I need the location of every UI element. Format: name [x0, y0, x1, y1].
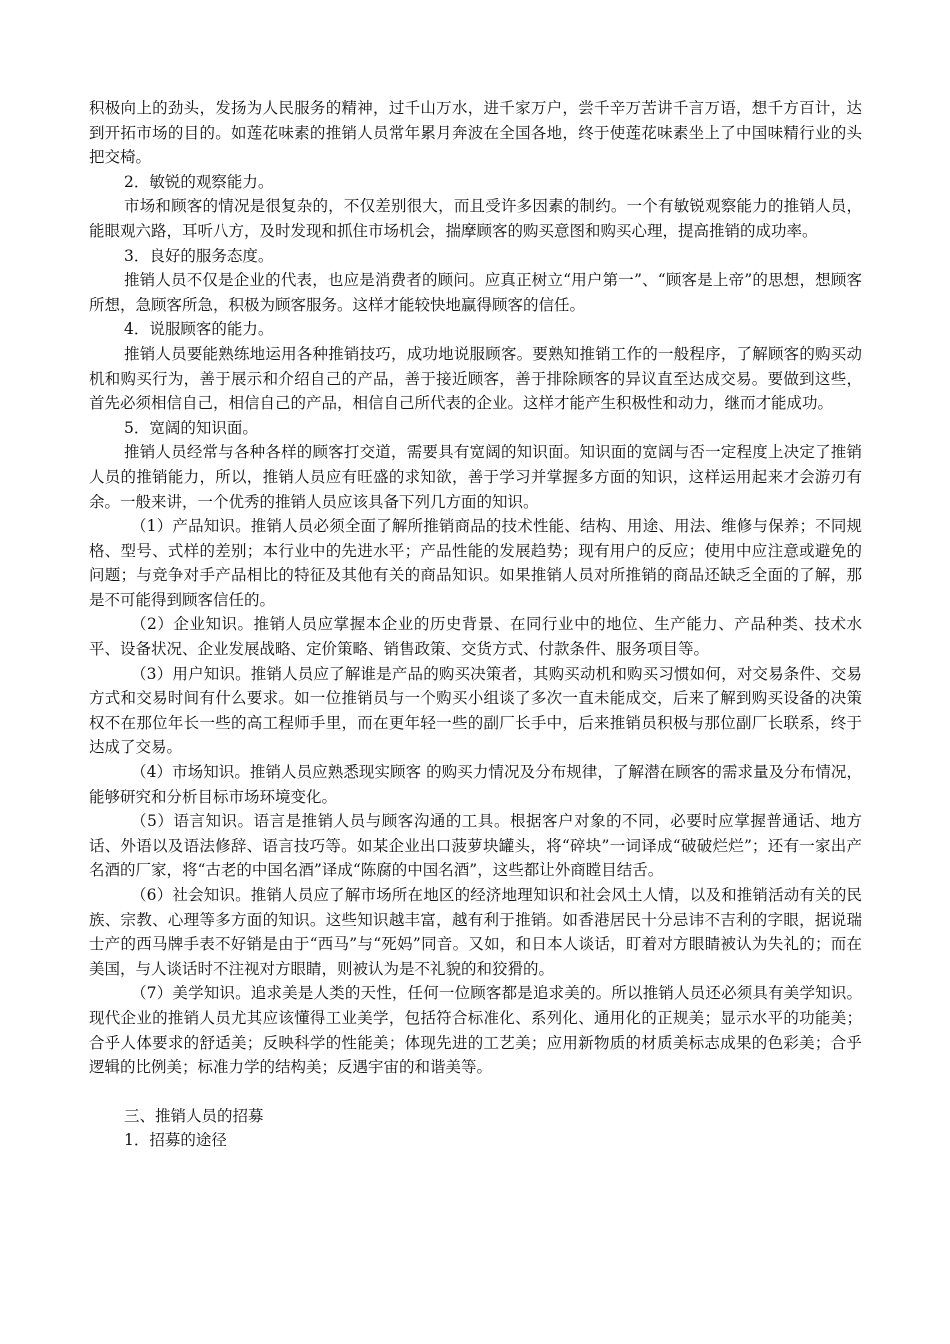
- knowledge-item-language: （5）语言知识。语言是推销人员与顾客沟通的工具。根据客户对象的不同，必要时应掌握普通话、地方话、外语以及语法修辞、语言技巧等。如某企业出口菠萝块罐头，将“碎块”一词译成“破破烂烂”；还有一家出产名酒的厂家，将“古老的中国名酒”译成“陈腐的中国名酒”，这些都让外商瞠目结舌。: [89, 812, 862, 880]
- knowledge-item-market: （4）市场知识。推销人员应熟悉现实顾客 的购买力情况及分布规律，了解潜在顾客的需求量及分布情况，能够研究和分析目标市场环境变化。: [89, 763, 862, 806]
- paragraph-knowledge: 推销人员经常与各种各样的顾客打交道，需要具有宽阔的知识面。知识面的宽阔与否一定程度上决定了推销人员的推销能力，所以，推销人员应有旺盛的求知欲，善于学习并掌握多方面的知识，这样运用起来才会游刃有余。一般来讲，一个优秀的推销人员应该具备下列几方面的知识。: [89, 443, 862, 511]
- section-title-recruitment: 三、推销人员的招募: [124, 1106, 264, 1125]
- heading-persuasion: 4．说服顾客的能力。: [124, 320, 274, 339]
- paragraph-persuasion: 推销人员要能熟练地运用各种推销技巧，成功地说服顾客。要熟知推销工作的一般程序，了解顾客的购买动机和购买行为，善于展示和介绍自己的产品，善于接近顾客，善于排除顾客的异议直至达成交易。要做到这些，首先必须相信自己，相信自己的产品，相信自己所代表的企业。这样才能产生积极性和动力，继而才能成功。: [89, 344, 862, 413]
- knowledge-item-customer: （3）用户知识。推销人员应了解谁是产品的购买决策者，其购买动机和购买习惯如何，对交易条件、交易方式和交易时间有什么要求。如一位推销员与一个购买小组谈了多次一直未能成交，后来了解到购买设备的决策权不在那位年长一些的高工程师手里，而在更年轻一些的副厂长手中，后来推销员积极与那位副厂长联系，终于达成了交易。: [89, 664, 862, 757]
- heading-service-attitude: 3．良好的服务态度。: [124, 246, 274, 265]
- document-body: [89, 96, 862, 1153]
- subheading-recruitment-channels: 1．招募的途径: [124, 1131, 227, 1150]
- knowledge-item-social: （6）社会知识。推销人员应了解市场所在地区的经济地理知识和社会风土人情，以及和推销活动有关的民族、宗教、心理等多方面的知识。这些知识越丰富，越有利于推销。如香港居民十分忌讳不吉利的字眼，据说瑞士产的西马牌手表不好销是由于“西马”与“死妈”同音。又如，和日本人谈话，盯着对方眼睛被认为失礼的；而在美国，与人谈话时不注视对方眼睛，则被认为是不礼貌的和狡猾的。: [89, 886, 862, 978]
- heading-knowledge: 5．宽阔的知识面。: [124, 418, 258, 437]
- paragraph-observation: 市场和顾客的情况是很复杂的，不仅差别很大，而且受许多因素的制约。一个有敏锐观察能力的推销人员，能眼观六路，耳听八方，及时发现和抓住市场机会，揣摩顾客的购买意图和购买心理，提高推销的成功率。: [89, 197, 862, 240]
- paragraph-intro: 积极向上的劲头，发扬为人民服务的精神，过千山万水，进千家万户，尝千辛万苦讲千言万语，想千方百计，达到开拓市场的目的。如莲花味素的推销人员常年累月奔波在全国各地，终于使莲花味素坐上了中国味精行业的头把交椅。: [89, 99, 862, 167]
- paragraph-service-attitude: 推销人员不仅是企业的代表，也应是消费者的顾问。应真正树立“用户第一”、“顾客是上帝”的思想，想顾客所想，急顾客所急，积极为顾客服务。这样才能较快地赢得顾客的信任。: [89, 271, 862, 314]
- knowledge-item-enterprise: （2）企业知识。推销人员应掌握本企业的历史背景、在同行业中的地位、生产能力、产品种类、技术水平、设备状况、企业发展战略、定价策略、销售政策、交货方式、付款条件、服务项目等。: [89, 615, 862, 659]
- section-spacer: [89, 1080, 862, 1104]
- knowledge-item-aesthetics: （7）美学知识。追求美是人类的天性，任何一位顾客都是追求美的。所以推销人员还必须具有美学知识。现代企业的推销人员尤其应该懂得工业美学，包括符合标准化、系列化、通用化的正规美；显示水平的功能美；合乎人体要求的舒适美；反映科学的性能美；体现先进的工艺美；应用新物质的材质美标志成果的色彩美；合乎逻辑的比例美；标准力学的结构美；反遇宇宙的和谐美等。: [89, 984, 862, 1077]
- knowledge-item-product: （1）产品知识。推销人员必须全面了解所推销商品的技术性能、结构、用途、用法、维修与保养；不同规格、型号、式样的差别；本行业中的先进水平；产品性能的发展趋势；现有用户的反应；使用中应注意或避免的问题；与竞争对手产品相比的特征及其他有关的商品知识。如果推销人员对所推销的商品还缺乏全面的了解，那是不可能得到顾客信任的。: [89, 517, 862, 609]
- heading-observation: 2．敏锐的观察能力。: [124, 172, 274, 191]
